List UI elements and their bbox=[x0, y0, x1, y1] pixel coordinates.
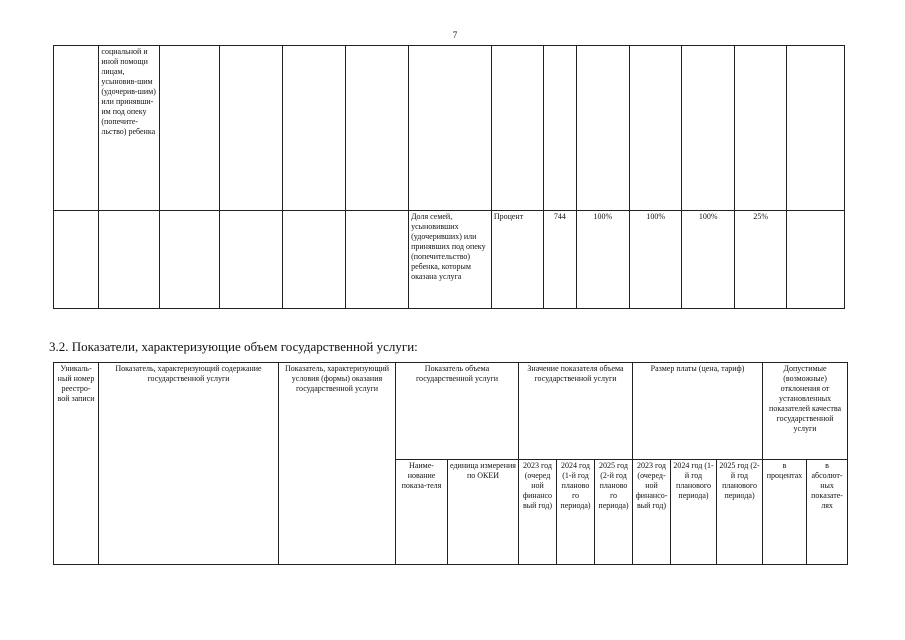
subheader-value-2023: 2023 год (очеред ной финансо вый год) bbox=[519, 460, 557, 565]
header-unique-number: Уникаль-ный номер реестро-вой записи bbox=[54, 363, 99, 565]
okei-code-cell: 744 bbox=[544, 211, 576, 309]
subheader-indicator-name: Наиме-нование показа-теля bbox=[396, 460, 448, 565]
subheader-percent: в процентах bbox=[763, 460, 807, 565]
page-number: 7 bbox=[452, 30, 458, 40]
header-service-conditions: Показатель, характеризующий условия (формы) оказания государственной услуги bbox=[279, 363, 396, 565]
table-row bbox=[54, 211, 845, 309]
header-volume-value: Значение показателя объема государственной услуги bbox=[519, 363, 633, 460]
header-volume-indicator: Показатель объема государственной услуги bbox=[396, 363, 519, 460]
value-2025-cell: 100% bbox=[682, 211, 734, 309]
subheader-fee-2023: 2023 год (очеред-ной финансо-вый год) bbox=[633, 460, 671, 565]
unit-cell: Процент bbox=[491, 211, 543, 309]
header-fee: Размер платы (цена, тариф) bbox=[633, 363, 763, 460]
table-header-row bbox=[54, 363, 848, 460]
subheader-value-2025: 2025 год (2-й год планово го периода) bbox=[595, 460, 633, 565]
service-content-continuation: социальной и иной помощи лицам, усыновив-шим (удочерив-шим) или принявши-им под опеку (попечите-льство) ребенка bbox=[99, 46, 160, 211]
subheader-fee-2024: 2024 год (1-й год планового периода) bbox=[671, 460, 717, 565]
section-heading: 3.2. Показатели, характеризующие объем государственной услуги: bbox=[49, 339, 418, 354]
subheader-unit: единица измерения по ОКЕИ bbox=[448, 460, 519, 565]
value-2024-cell: 100% bbox=[630, 211, 682, 309]
value-2023-cell: 100% bbox=[576, 211, 629, 309]
quality-indicators-table-continued bbox=[53, 45, 845, 309]
volume-indicators-table bbox=[53, 362, 848, 565]
subheader-value-2024: 2024 год (1-й год планово го периода) bbox=[557, 460, 595, 565]
indicator-name-cell: Доля семей, усыновивших (удочеривших) или принявших под опеку (попечительство) ребенка, которым оказана услуга bbox=[409, 211, 492, 309]
header-deviations: Допустимые (возможные) отклонения от установленных показателей качества государственной услуги bbox=[763, 363, 848, 460]
subheader-fee-2025: 2025 год (2-й год планового периода) bbox=[717, 460, 763, 565]
deviation-cell: 25% bbox=[734, 211, 786, 309]
header-service-content: Показатель, характеризующий содержание государственной услуги bbox=[99, 363, 279, 565]
table-row bbox=[54, 46, 845, 211]
subheader-absolute: в абсолют-ных показате-лях bbox=[807, 460, 848, 565]
